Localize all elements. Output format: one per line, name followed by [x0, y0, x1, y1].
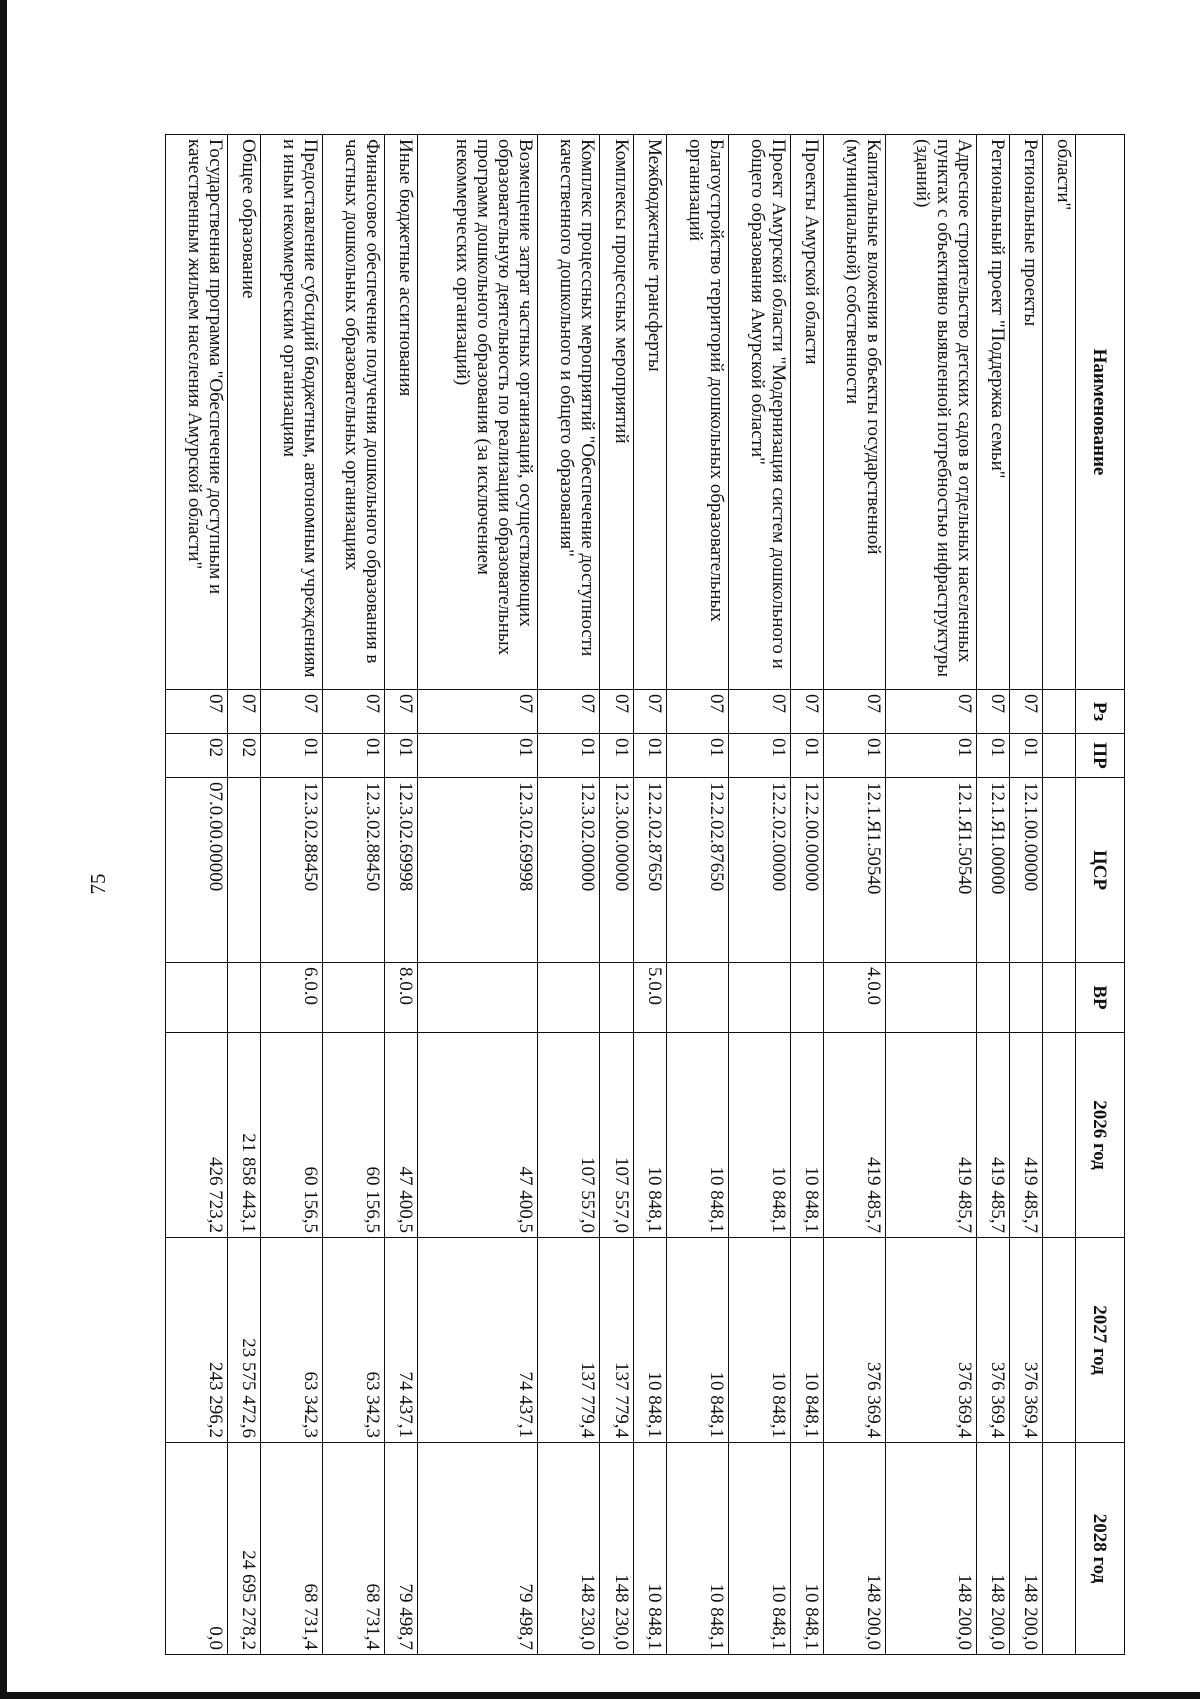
cell-rz: 07: [323, 690, 385, 734]
cell-2027: 137 779,4: [538, 1238, 600, 1443]
cell-csr: 12.3.02.69998: [418, 778, 538, 963]
cell-2026: 107 557,0: [600, 1033, 633, 1238]
cell-vr: [323, 963, 385, 1033]
cell-pr: 01: [666, 734, 728, 778]
cell-2028: 148 200,0: [1009, 1443, 1042, 1655]
cell-vr: 4.0.0: [823, 963, 885, 1033]
cell-rz: 07: [790, 690, 823, 734]
cell-pr: 01: [976, 734, 1009, 778]
cell-rz: 07: [166, 690, 228, 734]
cell-2028: 148 200,0: [976, 1443, 1009, 1655]
header-csr: ЦСР: [1076, 778, 1125, 963]
cell-2028: 148 200,0: [885, 1443, 976, 1655]
table-row: [666, 135, 728, 1655]
cell-2028: 68 731,4: [261, 1443, 323, 1655]
cell-csr: 12.3.00.00000: [600, 778, 633, 963]
cell-name: Капитальные вложения в объекты государственной (муниципальной) собственности: [823, 135, 885, 690]
cell-2026: 47 400,5: [385, 1033, 418, 1238]
cell-2028: 79 498,7: [418, 1443, 538, 1655]
cell-vr: [600, 963, 633, 1033]
cell-2028: 24 695 278,2: [228, 1443, 261, 1655]
table-row: [633, 135, 666, 1655]
cell-2028: 0,0: [166, 1443, 228, 1655]
cell-2026: [1042, 1033, 1075, 1238]
cell-2027: 243 296,2: [166, 1238, 228, 1443]
cell-pr: 01: [385, 734, 418, 778]
cell-2028: 148 230,0: [538, 1443, 600, 1655]
cell-rz: [1042, 690, 1075, 734]
cell-2027: 74 437,1: [385, 1238, 418, 1443]
cell-name: Государственная программа "Обеспечение доступным и качественным жильем населения Амурской области": [166, 135, 228, 690]
cell-2027: 10 848,1: [728, 1238, 790, 1443]
cell-name: Комплексы процессных мероприятий: [600, 135, 633, 690]
cell-2028: [1042, 1443, 1075, 1655]
header-pr: ПР: [1076, 734, 1125, 778]
cell-pr: [1042, 734, 1075, 778]
cell-2026: 419 485,7: [823, 1033, 885, 1238]
cell-name: Благоустройство территорий дошкольных образовательных организаций: [666, 135, 728, 690]
table-row: [1042, 135, 1075, 1655]
cell-name: области": [1042, 135, 1075, 690]
table-row: [976, 135, 1009, 1655]
cell-2027: [1042, 1238, 1075, 1443]
scan-edge-bottom: [0, 1692, 1200, 1699]
cell-vr: 6.0.0: [261, 963, 323, 1033]
cell-csr: 12.3.02.88450: [323, 778, 385, 963]
cell-2027: 137 779,4: [600, 1238, 633, 1443]
cell-pr: 01: [790, 734, 823, 778]
cell-2027: 63 342,3: [261, 1238, 323, 1443]
cell-2028: 148 200,0: [823, 1443, 885, 1655]
cell-2028: 10 848,1: [790, 1443, 823, 1655]
cell-name: Проекты Амурской области: [790, 135, 823, 690]
header-2028: 2028 год: [1076, 1443, 1125, 1655]
cell-pr: 01: [418, 734, 538, 778]
cell-pr: 01: [600, 734, 633, 778]
cell-pr: 01: [1009, 734, 1042, 778]
cell-csr: 12.2.02.87650: [666, 778, 728, 963]
cell-name: Адресное строительство детских садов в отдельных населенных пунктах с объективно выявленной потребностью инфраструктуры (зданий): [885, 135, 976, 690]
cell-vr: [728, 963, 790, 1033]
cell-2027: 10 848,1: [633, 1238, 666, 1443]
table-row: [1009, 135, 1042, 1655]
cell-csr: 12.2.00.00000: [790, 778, 823, 963]
table-row: [323, 135, 385, 1655]
cell-2027: 376 369,4: [885, 1238, 976, 1443]
cell-name: Региональные проекты: [1009, 135, 1042, 690]
cell-2028: 10 848,1: [633, 1443, 666, 1655]
cell-csr: 07.0.00.00000: [166, 778, 228, 963]
cell-2027: 10 848,1: [666, 1238, 728, 1443]
header-2026: 2026 год: [1076, 1033, 1125, 1238]
cell-rz: 07: [885, 690, 976, 734]
table-row: [385, 135, 418, 1655]
cell-2028: 10 848,1: [666, 1443, 728, 1655]
cell-name: Предоставление субсидий бюджетным, автономным учреждениям и иным некоммерческим организациям: [261, 135, 323, 690]
cell-2027: 10 848,1: [790, 1238, 823, 1443]
cell-2026: 10 848,1: [728, 1033, 790, 1238]
cell-vr: [538, 963, 600, 1033]
cell-2026: 60 156,5: [261, 1033, 323, 1238]
cell-rz: 07: [418, 690, 538, 734]
cell-csr: 12.1.Я1.50540: [823, 778, 885, 963]
page-number: 75: [86, 873, 110, 895]
table-header-row: [1076, 135, 1125, 1655]
cell-2026: 107 557,0: [538, 1033, 600, 1238]
cell-csr: [228, 778, 261, 963]
cell-2028: 10 848,1: [728, 1443, 790, 1655]
cell-rz: 07: [261, 690, 323, 734]
table-row: [538, 135, 600, 1655]
cell-vr: [976, 963, 1009, 1033]
cell-rz: 07: [385, 690, 418, 734]
cell-2026: 10 848,1: [790, 1033, 823, 1238]
cell-csr: 12.1.00.00000: [1009, 778, 1042, 963]
cell-csr: [1042, 778, 1075, 963]
cell-2026: 419 485,7: [976, 1033, 1009, 1238]
cell-csr: 12.2.02.00000: [728, 778, 790, 963]
table-row: [166, 135, 228, 1655]
cell-pr: 01: [261, 734, 323, 778]
cell-name: Проект Амурской области "Модернизация систем дошкольного и общего образования Амурской области": [728, 135, 790, 690]
cell-vr: [790, 963, 823, 1033]
cell-rz: 07: [976, 690, 1009, 734]
cell-pr: 01: [323, 734, 385, 778]
cell-2027: 376 369,4: [976, 1238, 1009, 1443]
cell-pr: 01: [823, 734, 885, 778]
cell-csr: 12.1.Я1.50540: [885, 778, 976, 963]
table-row: [261, 135, 323, 1655]
cell-2028: 68 731,4: [323, 1443, 385, 1655]
cell-rz: 07: [633, 690, 666, 734]
cell-csr: 12.2.02.87650: [633, 778, 666, 963]
cell-rz: 07: [728, 690, 790, 734]
cell-2026: 47 400,5: [418, 1033, 538, 1238]
cell-2028: 79 498,7: [385, 1443, 418, 1655]
cell-2026: 10 848,1: [633, 1033, 666, 1238]
cell-pr: 01: [885, 734, 976, 778]
cell-name: Региональный проект "Поддержка семьи": [976, 135, 1009, 690]
cell-pr: 02: [228, 734, 261, 778]
cell-vr: [1042, 963, 1075, 1033]
cell-vr: [418, 963, 538, 1033]
cell-vr: [666, 963, 728, 1033]
cell-pr: 02: [166, 734, 228, 778]
cell-pr: 01: [633, 734, 666, 778]
cell-2027: 74 437,1: [418, 1238, 538, 1443]
rotated-table-container: [165, 134, 1125, 1654]
cell-name: Возмещение затрат частных организаций, осуществляющих образовательную деятельность по реализации образовательных программ дошкольного образования (за исключением некоммерческих организаций): [418, 135, 538, 690]
cell-2027: 376 369,4: [823, 1238, 885, 1443]
cell-rz: 07: [666, 690, 728, 734]
cell-vr: [228, 963, 261, 1033]
cell-2027: 63 342,3: [323, 1238, 385, 1443]
cell-2026: 419 485,7: [1009, 1033, 1042, 1238]
cell-2026: 426 723,2: [166, 1033, 228, 1238]
cell-2026: 419 485,7: [885, 1033, 976, 1238]
table-row: [728, 135, 790, 1655]
table-row: [228, 135, 261, 1655]
cell-csr: 12.3.02.00000: [538, 778, 600, 963]
cell-vr: [166, 963, 228, 1033]
cell-vr: 8.0.0: [385, 963, 418, 1033]
cell-rz: 07: [538, 690, 600, 734]
cell-vr: [885, 963, 976, 1033]
table-row: [418, 135, 538, 1655]
cell-rz: 07: [1009, 690, 1042, 734]
cell-name: Межбюджетные трансферты: [633, 135, 666, 690]
header-name: Наименование: [1076, 135, 1125, 690]
cell-name: Комплекс процессных мероприятий "Обеспечение доступности качественного дошкольного и общего образования": [538, 135, 600, 690]
header-vr: ВР: [1076, 963, 1125, 1033]
cell-name: Иные бюджетные ассигнования: [385, 135, 418, 690]
cell-name: Финансовое обеспечение получения дошкольного образования в частных дошкольных образовательных организациях: [323, 135, 385, 690]
cell-2027: 23 575 472,6: [228, 1238, 261, 1443]
cell-vr: [1009, 963, 1042, 1033]
cell-csr: 12.3.02.88450: [261, 778, 323, 963]
budget-table: [165, 134, 1125, 1655]
cell-pr: 01: [728, 734, 790, 778]
cell-csr: 12.3.02.69998: [385, 778, 418, 963]
cell-csr: 12.1.Я1.00000: [976, 778, 1009, 963]
cell-name: Общее образование: [228, 135, 261, 690]
cell-rz: 07: [600, 690, 633, 734]
cell-2027: 376 369,4: [1009, 1238, 1042, 1443]
scan-edge-left: [0, 0, 7, 1699]
header-2027: 2027 год: [1076, 1238, 1125, 1443]
table-row: [823, 135, 885, 1655]
cell-2028: 148 230,0: [600, 1443, 633, 1655]
table-row: [790, 135, 823, 1655]
table-row: [600, 135, 633, 1655]
cell-vr: 5.0.0: [633, 963, 666, 1033]
cell-2026: 10 848,1: [666, 1033, 728, 1238]
cell-2026: 60 156,5: [323, 1033, 385, 1238]
cell-pr: 01: [538, 734, 600, 778]
table-row: [885, 135, 976, 1655]
table-body: [166, 135, 1076, 1655]
cell-2026: 21 858 443,1: [228, 1033, 261, 1238]
cell-rz: 07: [823, 690, 885, 734]
header-rz: Рз: [1076, 690, 1125, 734]
cell-rz: 07: [228, 690, 261, 734]
